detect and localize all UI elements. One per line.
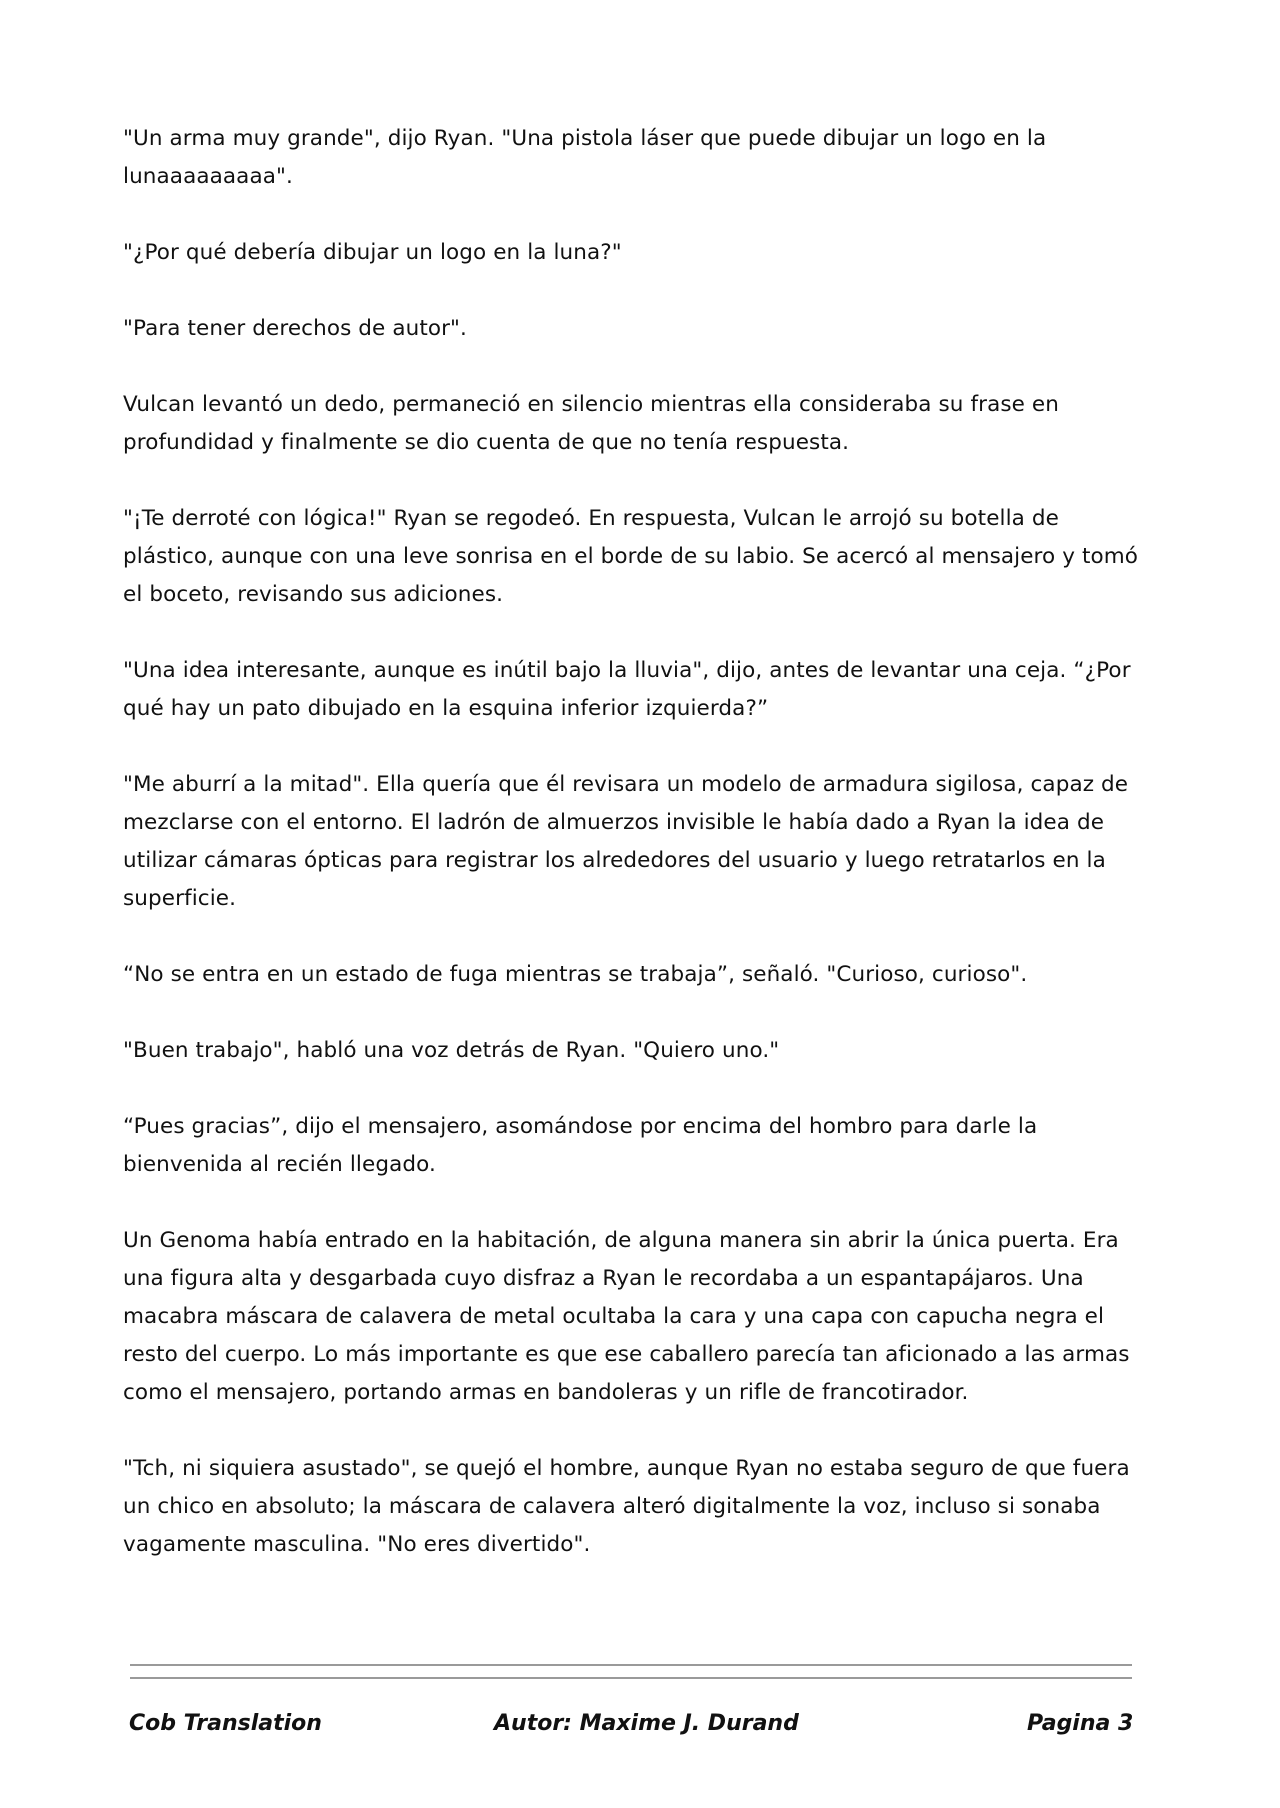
paragraph: "¡Te derroté con lógica!" Ryan se regodeó. En respuesta, Vulcan le arrojó su botella de plástico, aunque con una leve sonrisa en el borde de su labio. Se acercó al mensajero y tomó el boceto, revisando sus adiciones. [123,506,1139,607]
footer-divider-top [130,1664,1132,1666]
paragraph: "Me aburrí a la mitad". Ella quería que él revisara un modelo de armadura sigilosa, capaz de mezclarse con el entorno. El ladrón de almuerzos invisible le había dado a Ryan la idea de utilizar cámaras ópticas para registrar los alrededores del usuario y luego retratarlos en la superficie. [123,772,1129,911]
paragraph: Vulcan levantó un dedo, permaneció en silencio mientras ella consideraba su frase en profundidad y finalmente se dio cuenta de que no tenía respuesta. [123,392,1059,455]
paragraph: "Tch, ni siquiera asustado", se quejó el hombre, aunque Ryan no estaba seguro de que fuera un chico en absoluto; la máscara de calavera alteró digitalmente la voz, incluso si sonaba vagamente masculina. "No eres divertido". [123,1456,1130,1557]
paragraph: “Pues gracias”, dijo el mensajero, asomándose por encima del hombro para darle la bienvenida al recién llegado. [123,1114,1038,1177]
paragraph: "Un arma muy grande", dijo Ryan. "Una pistola láser que puede dibujar un logo en la lunaaaaaaaaa". [123,126,1047,189]
footer-divider-bottom [130,1677,1132,1679]
paragraph: Un Genoma había entrado en la habitación, de alguna manera sin abrir la única puerta. Era una figura alta y desgarbada cuyo disfraz a Ryan le recordaba a un espantapájaros. Una macabra máscara de calavera de metal ocultaba la cara y una capa con capucha negra el resto del cuerpo. Lo más importante es que ese caballero parecía tan aficionado a las armas como el mensajero, portando armas en bandoleras y un rifle de francotirador. [123,1228,1130,1405]
footer-translator: Cob Translation [129,1711,322,1736]
footer-page-number: Pagina 3 [1027,1711,1134,1736]
footer-author: Autor: Maxime J. Durand [494,1711,799,1736]
paragraph: "Una idea interesante, aunque es inútil bajo la lluvia", dijo, antes de levantar una ceja. “¿Por qué hay un pato dibujado en la esquina inferior izquierda?” [123,658,1131,721]
paragraph: "Buen trabajo", habló una voz detrás de Ryan. "Quiero uno." [123,1038,780,1063]
page-body [123,120,1143,1602]
paragraph: “No se entra en un estado de fuga mientras se trabaja”, señaló. "Curioso, curioso". [123,962,1028,987]
paragraph: "Para tener derechos de autor". [123,316,467,341]
paragraph: "¿Por qué debería dibujar un logo en la luna?" [123,240,622,265]
